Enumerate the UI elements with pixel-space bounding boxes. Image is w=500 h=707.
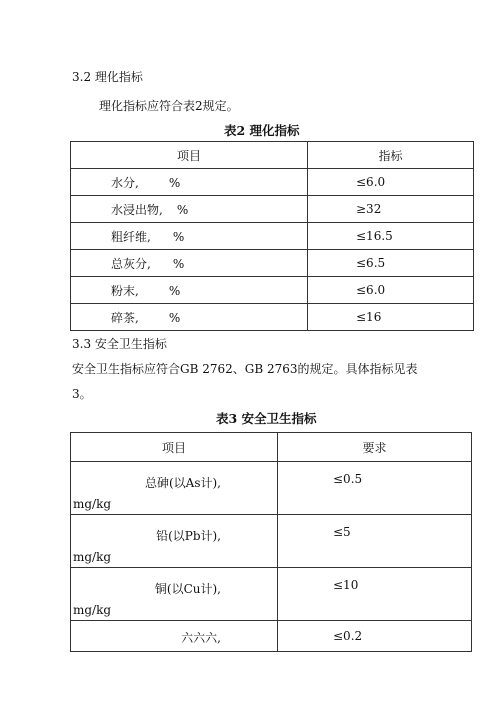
item-name: 水浸出物, — [111, 202, 163, 217]
table3-value-cell: ≤0.2 — [278, 621, 472, 652]
table3-item-cell — [71, 462, 278, 515]
table2-value-cell: ≥32 — [308, 196, 474, 223]
table-row — [71, 304, 474, 331]
item-name: 总灰分, — [111, 256, 151, 271]
table3-item-cell — [71, 621, 278, 652]
table-row — [71, 621, 472, 652]
table2 — [70, 141, 474, 331]
item-name: 铅(以Pb计), — [156, 529, 221, 543]
table2-header-item: 项目 — [71, 142, 308, 169]
table-row — [71, 250, 474, 277]
table2-item-cell — [71, 304, 308, 331]
table3-header-value: 要求 — [278, 433, 472, 462]
table2-value-cell: ≤16 — [308, 304, 474, 331]
section-3-3-text-line2: 3。 — [72, 387, 92, 401]
table3-header-row — [71, 433, 472, 462]
section-3-3-heading: 3.3 安全卫生指标 — [72, 337, 167, 351]
table2-value-cell: ≤6.0 — [308, 277, 474, 304]
table2-item-cell — [71, 250, 308, 277]
section-3-3-text-line1: 安全卫生指标应符合GB 2762、GB 2763的规定。具体指标见表 — [72, 362, 418, 376]
item-unit: % — [168, 283, 181, 298]
table2-header-value: 指标 — [308, 142, 474, 169]
table2-value-cell: ≤6.0 — [308, 169, 474, 196]
table-row — [71, 169, 474, 196]
item-name: 水分, — [111, 175, 139, 190]
section-3-2-heading: 3.2 理化指标 — [72, 70, 143, 84]
item-unit: mg/kg — [73, 550, 112, 564]
table3-value-cell: ≤0.5 — [278, 462, 472, 515]
table2-caption: 表2 理化指标 — [224, 123, 300, 138]
item-name: 总砷(以As计), — [144, 476, 221, 490]
table-row — [71, 515, 472, 568]
table-row — [71, 277, 474, 304]
table3-item-cell — [71, 515, 278, 568]
item-unit: mg/kg — [73, 603, 112, 617]
item-unit: % — [172, 229, 185, 244]
section-3-2-text: 理化指标应符合表2规定。 — [99, 99, 239, 113]
table2-value-cell: ≤6.5 — [308, 250, 474, 277]
table2-item-cell — [71, 223, 308, 250]
table2-value-cell: ≤16.5 — [308, 223, 474, 250]
table3-value-cell: ≤10 — [278, 568, 472, 621]
table3-caption: 表3 安全卫生指标 — [216, 411, 317, 426]
table2-item-cell — [71, 196, 308, 223]
item-unit: mg/kg — [73, 497, 112, 511]
item-name: 粗纤维, — [111, 229, 151, 244]
item-unit: % — [176, 202, 189, 217]
table2-header-row — [71, 142, 474, 169]
table3-header-item: 项目 — [71, 433, 278, 462]
table2-item-cell — [71, 169, 308, 196]
table-row — [71, 568, 472, 621]
table-row — [71, 223, 474, 250]
item-unit: % — [168, 175, 181, 190]
item-name: 六六六, — [181, 631, 221, 645]
table3 — [70, 432, 472, 652]
item-name: 粉末, — [111, 283, 139, 298]
table3-value-cell: ≤5 — [278, 515, 472, 568]
item-name: 碎茶, — [111, 310, 139, 325]
item-unit: % — [172, 256, 185, 271]
table-row — [71, 462, 472, 515]
table3-item-cell — [71, 568, 278, 621]
item-name: 铜(以Cu计), — [154, 582, 221, 596]
table-row — [71, 196, 474, 223]
item-unit: % — [168, 310, 181, 325]
table2-item-cell — [71, 277, 308, 304]
